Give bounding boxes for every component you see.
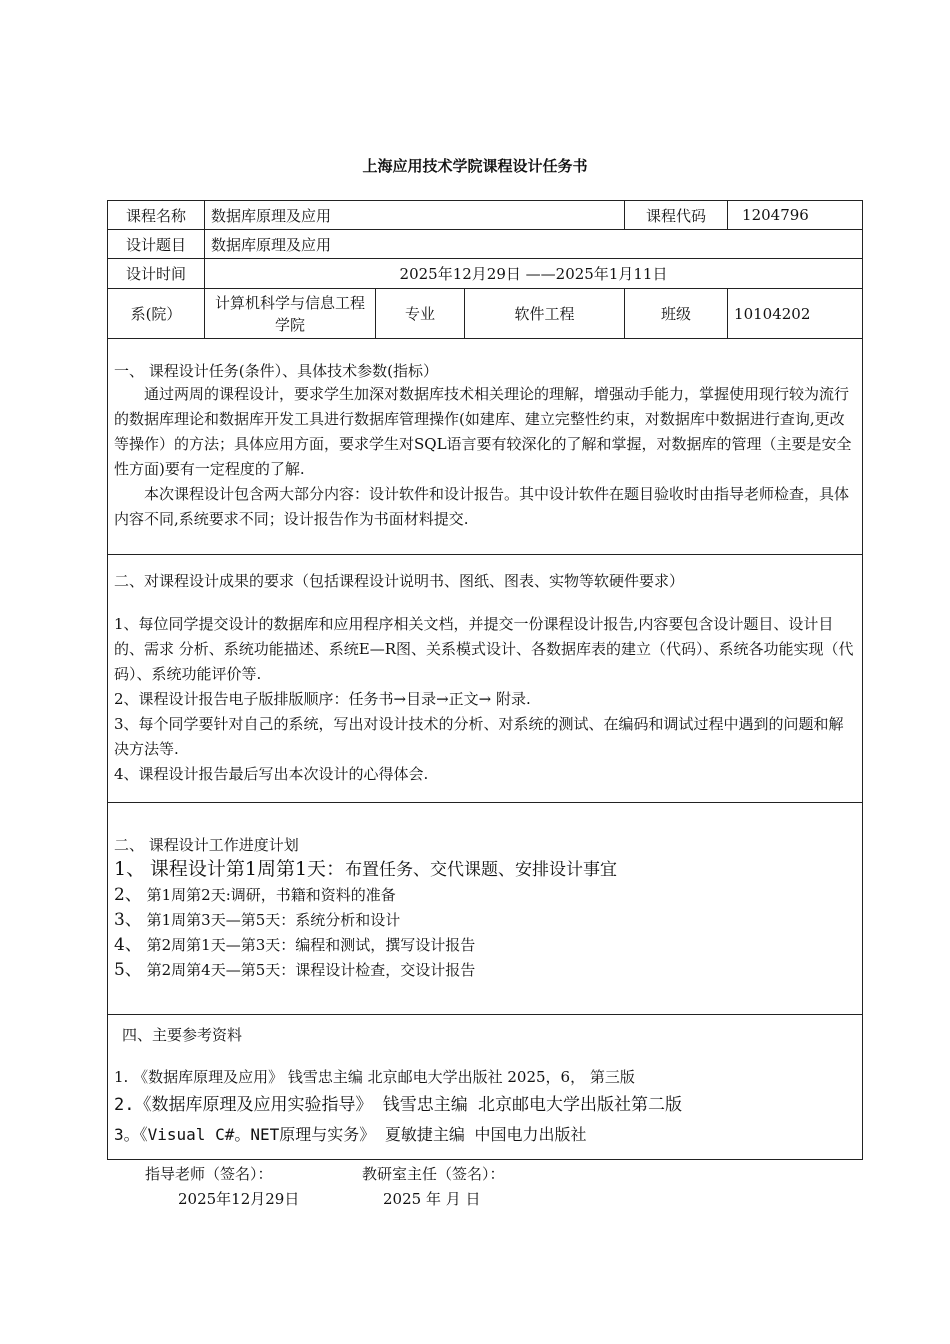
- section-3: [108, 803, 863, 1015]
- advisor-signature-label: 指导老师（签名）：: [145, 1165, 273, 1183]
- row-topic: [108, 230, 863, 259]
- plan-item: 4、 第2周第1天—第3天：编程和测试，撰写设计报告: [114, 934, 476, 955]
- task-table: [107, 200, 863, 1160]
- row-course-name: [108, 201, 863, 230]
- major-value: 软件工程: [465, 289, 625, 339]
- section-2-item-1: 1、每位同学提交设计的数据库和应用程序相关文档，并提交一份课程设计报告,内容要包含设计题目、设计目的、需求 分析、系统功能描述、系统E—R图、关系模式设计、各数据库表的建立（代码）、系统各功能实现（代码）、系统功能评价等.: [114, 614, 854, 683]
- section-2-item-3: 3、每个同学要针对自己的系统，写出对设计技术的分析、对系统的测试、在编码和调试过程中遇到的问题和解决方法等.: [114, 714, 844, 758]
- class-label: 班级: [625, 289, 728, 339]
- course-code-label: 课程代码: [625, 201, 728, 230]
- topic-value: 数据库原理及应用: [205, 230, 863, 259]
- course-name-value: 数据库原理及应用: [205, 201, 625, 230]
- section-1-para-2: 本次课程设计包含两大部分内容：设计软件和设计报告。其中设计软件在题目验收时由指导老师检查，具体内容不同,系统要求不同；设计报告作为书面材料提交.: [114, 485, 850, 528]
- major-label: 专业: [376, 289, 465, 339]
- section-1: [108, 339, 863, 555]
- director-signature-label: 教研室主任（签名）：: [362, 1165, 505, 1183]
- time-value: 2025年12月29日 ——2025年1月11日: [205, 259, 863, 289]
- dept-value: 计算机科学与信息工程学院: [205, 289, 376, 339]
- row-time: [108, 259, 863, 289]
- section-4: [108, 1015, 863, 1160]
- course-code-value: 1204796: [728, 201, 863, 230]
- course-name-label: 课程名称: [108, 201, 205, 230]
- reference-item: 1. 《数据库原理及应用》 钱雪忠主编 北京邮电大学出版社 2025，6， 第三版: [114, 1067, 635, 1086]
- section-2-item-4: 4、课程设计报告最后写出本次设计的心得体会.: [114, 764, 429, 783]
- section-1-heading: 一、 课程设计任务(条件）、具体技术参数(指标）: [114, 362, 438, 380]
- reference-item: 2.《数据库原理及应用实验指导》 钱雪忠主编 北京邮电大学出版社第二版: [114, 1094, 682, 1115]
- section-3-heading: 二、 课程设计工作进度计划: [114, 835, 299, 854]
- plan-item-emphasis: 课程设计第1周第1天：: [149, 857, 346, 880]
- topic-label: 设计题目: [108, 230, 205, 259]
- section-2-heading: 二、对课程设计成果的要求（包括课程设计说明书、图纸、图表、实物等软硬件要求）: [114, 571, 685, 590]
- row-dept: [108, 289, 863, 339]
- section-4-heading: 四、主要参考资料: [122, 1025, 243, 1044]
- plan-item: 5、 第2周第4天—第5天：课程设计检查，交设计报告: [114, 959, 476, 980]
- section-2-item-2: 2、课程设计报告电子版排版顺序：任务书→目录→正文→ 附录.: [114, 689, 531, 708]
- plan-item: 2、 第1周第2天:调研，书籍和资料的准备: [114, 884, 396, 905]
- section-2: [108, 555, 863, 803]
- reference-item: 3。《Visual C#。NET原理与实务》 夏敏捷主编 中国电力出版社: [114, 1124, 587, 1144]
- dept-label: 系(院）: [108, 289, 205, 339]
- plan-item: 3、 第1周第3天—第5天：系统分析和设计: [114, 909, 401, 930]
- class-value: 10104202: [728, 289, 863, 339]
- time-label: 设计时间: [108, 259, 205, 289]
- advisor-date: 2025年12月29日: [178, 1190, 300, 1208]
- director-date: 2025 年 月 日: [383, 1190, 481, 1208]
- plan-item: 1、 课程设计第1周第1天：布置任务、交代课题、安排设计事宜: [114, 857, 618, 880]
- section-1-para-1: 通过两周的课程设计，要求学生加深对数据库技术相关理论的理解，增强动手能力，掌握使用现行较为流行的数据库理论和数据库开发工具进行数据库管理操作(如建库、建立完整性约束，对数据库中数据进行查询,更改等操作）的方法；具体应用方面，要求学生对SQL语言要有较深化的了解和掌握，对数据库的管理（主要是安全性方面)要有一定程度的了解.: [114, 385, 852, 478]
- document-title: 上海应用技术学院课程设计任务书: [362, 157, 588, 175]
